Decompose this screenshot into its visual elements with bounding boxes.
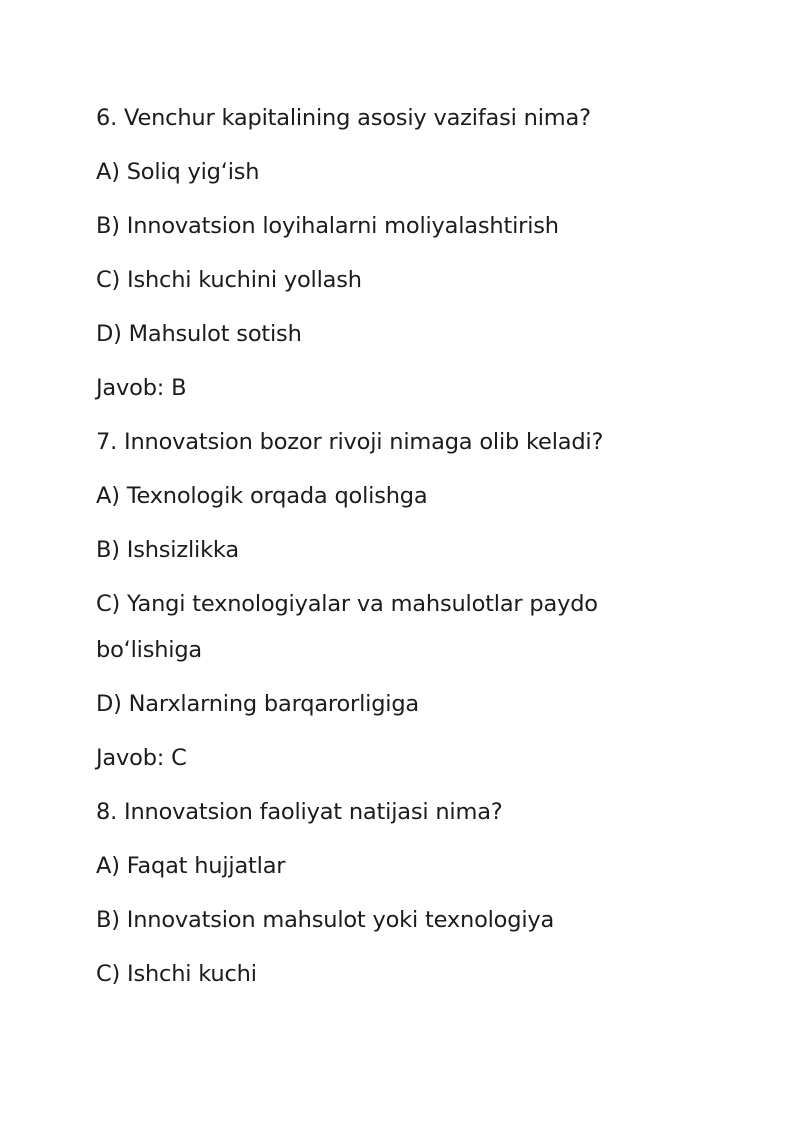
question-6-option-a: A) Soliq yig‘ish <box>96 159 260 185</box>
question-7-option-c-continued: bo‘lishiga <box>96 637 203 663</box>
question-8-option-a: A) Faqat hujjatlar <box>96 853 286 879</box>
question-7-option-d: D) Narxlarning barqarorligiga <box>96 691 420 717</box>
quiz-content <box>96 95 716 1005</box>
question-7-option-b: B) Ishsizlikka <box>96 537 239 563</box>
question-8-option-c: C) Ishchi kuchi <box>96 961 257 987</box>
question-7-answer: Javob: C <box>96 745 187 771</box>
question-6-option-c: C) Ishchi kuchini yollash <box>96 267 362 293</box>
question-7-text: 7. Innovatsion bozor rivoji nimaga olib keladi? <box>96 429 604 455</box>
question-6-answer: Javob: B <box>96 375 187 401</box>
question-6-option-d: D) Mahsulot sotish <box>96 321 302 347</box>
question-8-text: 8. Innovatsion faoliyat natijasi nima? <box>96 799 503 825</box>
question-6-option-b: B) Innovatsion loyihalarni moliyalashtirish <box>96 213 559 239</box>
question-6-text: 6. Venchur kapitalining asosiy vazifasi nima? <box>96 105 591 131</box>
question-8-option-b: B) Innovatsion mahsulot yoki texnologiya <box>96 907 555 933</box>
question-7-option-a: A) Texnologik orqada qolishga <box>96 483 428 509</box>
question-7-option-c: C) Yangi texnologiyalar va mahsulotlar paydo <box>96 591 598 617</box>
